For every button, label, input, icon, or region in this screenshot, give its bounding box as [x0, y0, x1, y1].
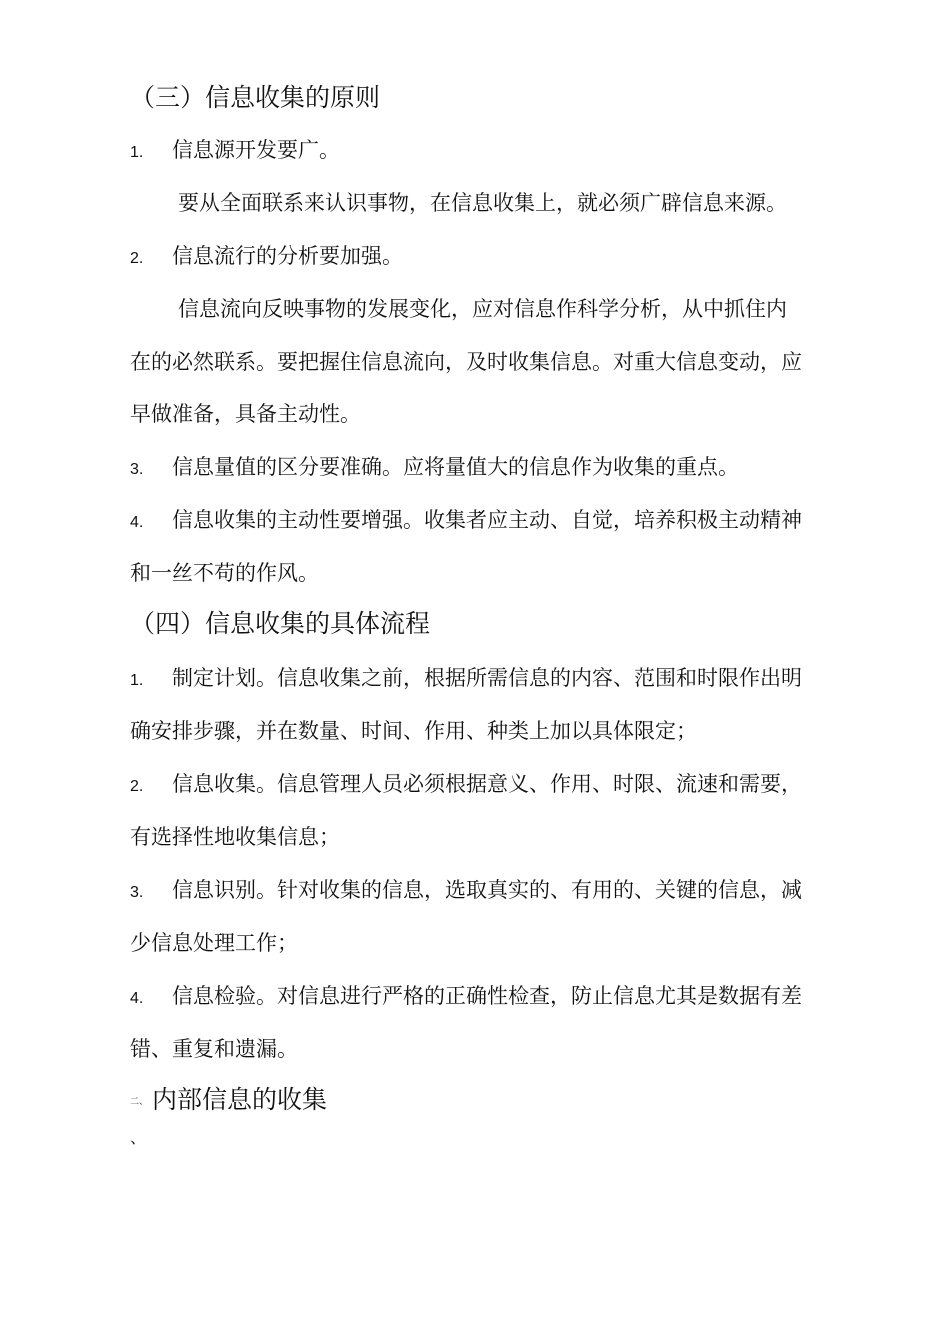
principle-item-2-desc-line: 早做准备，具备主动性。 — [130, 402, 361, 426]
process-item-4-cont: 错、重复和遗漏。 — [130, 1037, 298, 1061]
internal-info-heading-text: 内部信息的收集 — [152, 1085, 328, 1114]
process-item-4 — [130, 982, 860, 1013]
item-number: 2. — [130, 250, 144, 267]
item-number: 3. — [130, 461, 144, 478]
item-number: 2. — [130, 778, 144, 795]
item-number: 1. — [130, 144, 144, 161]
process-item-2-cont: 有选择性地收集信息； — [130, 825, 340, 849]
process-item-1 — [130, 664, 860, 695]
item-number: 1. — [130, 672, 144, 689]
principle-item-1 — [130, 136, 860, 167]
principle-item-4-cont: 和一丝不苟的作风。 — [130, 561, 319, 585]
item-text: 信息源开发要广。 — [172, 138, 340, 162]
item-text: 信息检验。对信息进行严格的正确性检查，防止信息尤其是数据有差 — [172, 984, 802, 1008]
item-text: 制定计划。信息收集之前，根据所需信息的内容、范围和时限作出明 — [172, 666, 802, 690]
principle-item-2-desc-line: 信息流向反映事物的发展变化，应对信息作科学分析，从中抓住内 — [178, 297, 787, 321]
principle-item-1-desc: 要从全面联系来认识事物，在信息收集上，就必须广辟信息来源。 — [178, 191, 787, 215]
process-item-3 — [130, 876, 860, 907]
process-item-3-cont: 少信息处理工作； — [130, 931, 298, 955]
item-text: 信息识别。针对收集的信息，选取真实的、有用的、关键的信息，减 — [172, 878, 802, 902]
process-item-1-cont: 确安排步骤，并在数量、时间、作用、种类上加以具体限定； — [130, 719, 697, 743]
process-item-2 — [130, 770, 860, 801]
item-number: 4. — [130, 990, 144, 1007]
item-text: 信息收集。信息管理人员必须根据意义、作用、时限、流速和需要， — [172, 772, 802, 796]
internal-info-heading — [130, 1084, 860, 1117]
principle-item-2-desc-line: 在的必然联系。要把握住信息流向，及时收集信息。对重大信息变动，应 — [130, 350, 802, 374]
principle-item-3 — [130, 453, 860, 484]
item-text: 信息流行的分析要加强。 — [172, 244, 403, 268]
section-number-mark: 二、 — [130, 1096, 149, 1106]
item-number: 3. — [130, 884, 144, 901]
item-text: 信息收集的主动性要增强。收集者应主动、自觉，培养积极主动精神 — [172, 508, 802, 532]
principle-item-2 — [130, 242, 860, 273]
section-4-heading: （四）信息收集的具体流程 — [130, 609, 431, 638]
section-3-heading: （三）信息收集的原则 — [130, 83, 381, 112]
stray-mark: 、 — [130, 1128, 147, 1147]
item-text: 信息量值的区分要准确。应将量值大的信息作为收集的重点。 — [172, 455, 739, 479]
principle-item-4 — [130, 506, 860, 537]
item-number: 4. — [130, 514, 144, 531]
